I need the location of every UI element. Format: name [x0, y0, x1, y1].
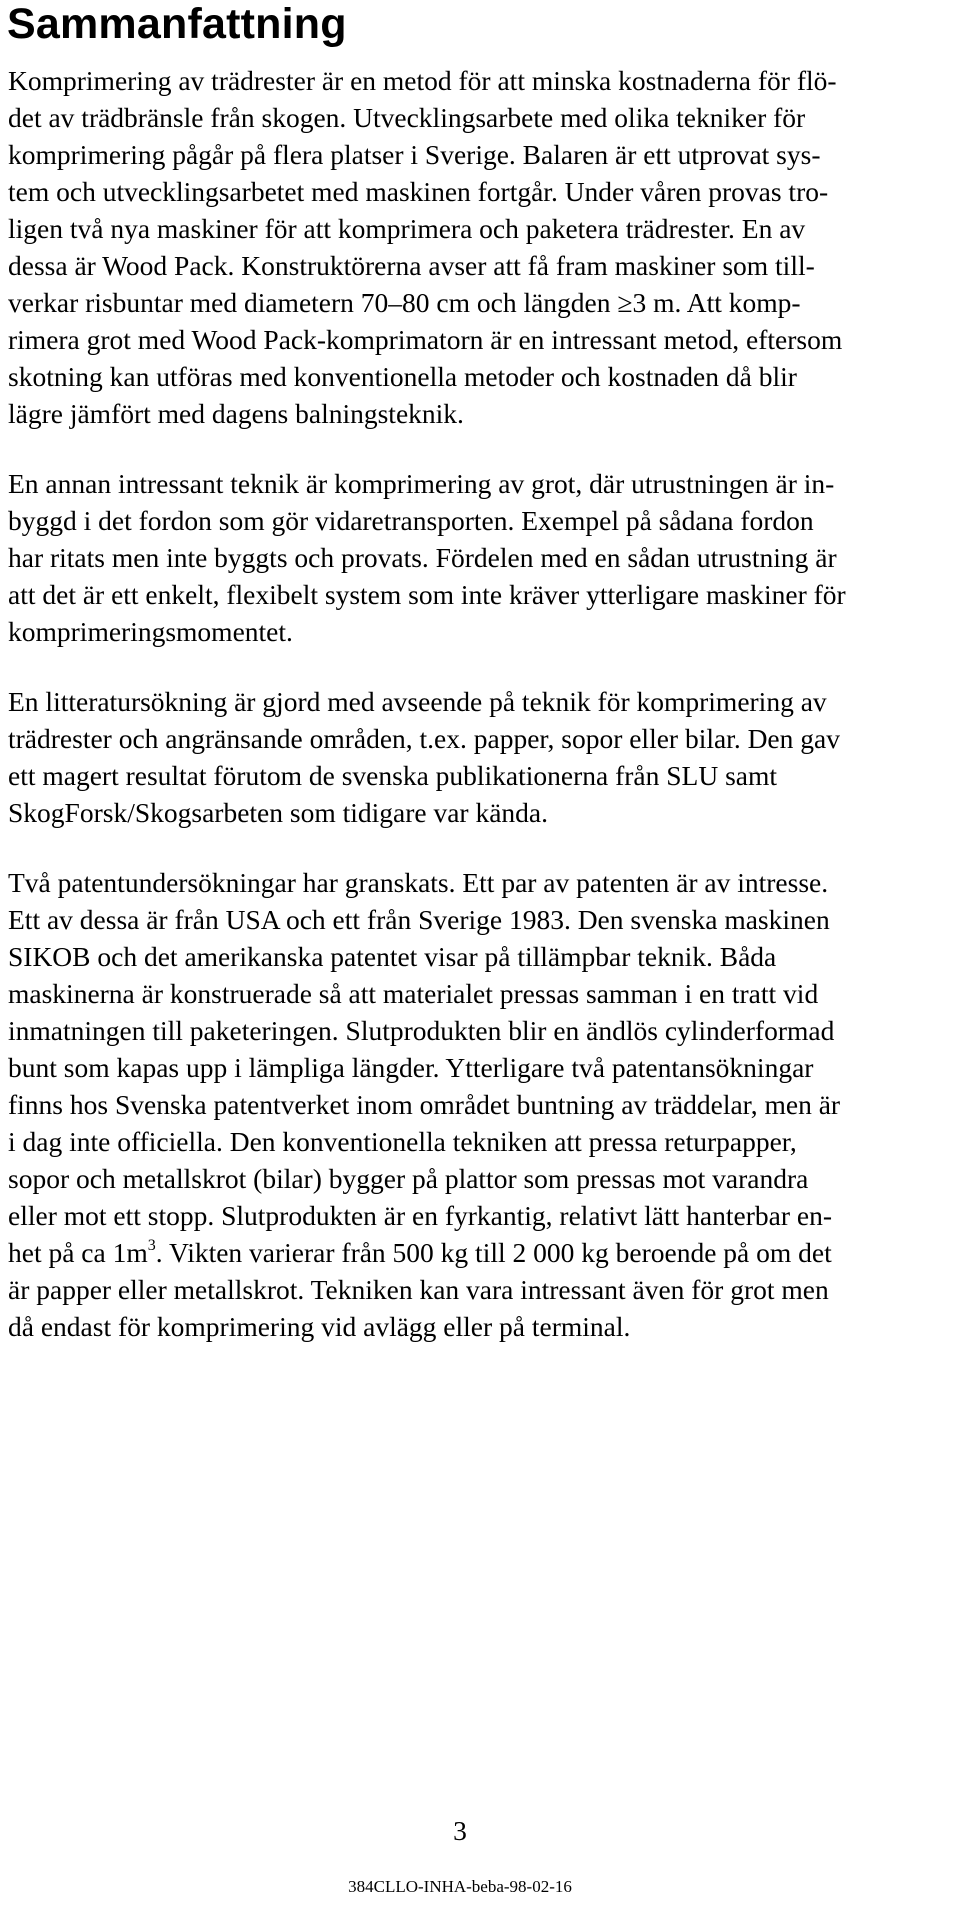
- text-line: Ett av dessa är från USA och ett från Sverige 1983. Den svenska maskinen: [8, 904, 830, 935]
- paragraph-spacer: [8, 650, 928, 683]
- text-line: har ritats men inte byggts och provats. Fördelen med en sådan utrustning är: [8, 542, 837, 573]
- document-body: [8, 62, 928, 1345]
- text-line: En annan intressant teknik är komprimering av grot, där utrustningen är in-: [8, 468, 835, 499]
- text-fragment: het på ca 1m: [8, 1237, 148, 1268]
- text-line: det av trädbränsle från skogen. Utvecklingsarbete med olika tekniker för: [8, 102, 806, 133]
- text-line: skotning kan utföras med konventionella metoder och kostnaden då blir: [8, 361, 797, 392]
- text-line: inmatningen till paketeringen. Slutprodukten blir en ändlös cylinderformad: [8, 1015, 835, 1046]
- text-line: komprimeringsmomentet.: [8, 616, 293, 647]
- paragraph-3: [8, 683, 928, 831]
- text-line: En litteratursökning är gjord med avseende på teknik för komprimering av: [8, 686, 827, 717]
- text-line: Komprimering av trädrester är en metod för att minska kostnaderna för flö-: [8, 65, 837, 96]
- text-line: rimera grot med Wood Pack-komprimatorn är en intressant metod, eftersom: [8, 324, 843, 355]
- text-line: bunt som kapas upp i lämpliga längder. Ytterligare två patentansökningar: [8, 1052, 814, 1083]
- text-line: ligen två nya maskiner för att komprimera och paketera trädrester. En av: [8, 213, 806, 244]
- text-line: sopor och metallskrot (bilar) bygger på plattor som pressas mot varandra: [8, 1163, 809, 1194]
- text-line: ett magert resultat förutom de svenska publikationerna från SLU samt: [8, 760, 778, 791]
- text-line: tem och utvecklingsarbetet med maskinen fortgår. Under våren provas tro-: [8, 176, 829, 207]
- text-line: då endast för komprimering vid avlägg eller på terminal.: [8, 1311, 631, 1342]
- paragraph-spacer: [8, 831, 928, 864]
- text-line: att det är ett enkelt, flexibelt system som inte kräver ytterligare maskiner för: [8, 579, 846, 610]
- text-line: SIKOB och det amerikanska patentet visar på tillämpbar teknik. Båda: [8, 941, 777, 972]
- text-line: byggd i det fordon som gör vidaretransporten. Exempel på sådana fordon: [8, 505, 814, 536]
- paragraph-4: [8, 864, 928, 1345]
- document-code: 384CLLO-INHA-beba-98-02-16: [348, 1877, 572, 1896]
- text-line: är papper eller metallskrot. Tekniken kan vara intressant även för grot men: [8, 1274, 829, 1305]
- paragraph-2: [8, 465, 928, 650]
- text-line: SkogForsk/Skogsarbeten som tidigare var kända.: [8, 797, 548, 828]
- text-fragment: . Vikten varierar från 500 kg till 2 000 kg beroende på om det: [155, 1237, 832, 1268]
- text-line: komprimering pågår på flera platser i Sverige. Balaren är ett utprovat sys-: [8, 139, 821, 170]
- page-number: 3: [453, 1815, 467, 1846]
- text-line: eller mot ett stopp. Slutprodukten är en fyrkantig, relativt lätt hanterbar en-: [8, 1200, 832, 1231]
- text-line: lägre jämfört med dagens balningsteknik.: [8, 398, 464, 429]
- text-line: i dag inte officiella. Den konventionella tekniken att pressa returpapper,: [8, 1126, 797, 1157]
- superscript-exponent: 3: [147, 1237, 156, 1254]
- text-line: verkar risbuntar med diametern 70–80 cm och längden ≥3 m. Att komp-: [8, 287, 801, 318]
- text-line-with-superscript: [8, 1234, 928, 1271]
- paragraph-spacer: [8, 432, 928, 465]
- text-line: finns hos Svenska patentverket inom området buntning av träddelar, men är: [8, 1089, 841, 1120]
- text-line: dessa är Wood Pack. Konstruktörerna avser att få fram maskiner som till-: [8, 250, 815, 281]
- page-title: Sammanfattning: [7, 0, 347, 48]
- paragraph-1: [8, 62, 928, 432]
- text-line: Två patentundersökningar har granskats. Ett par av patenten är av intresse.: [8, 867, 829, 898]
- text-line: maskinerna är konstruerade så att materialet pressas samman i en tratt vid: [8, 978, 819, 1009]
- text-line: trädrester och angränsande områden, t.ex. papper, sopor eller bilar. Den gav: [8, 723, 840, 754]
